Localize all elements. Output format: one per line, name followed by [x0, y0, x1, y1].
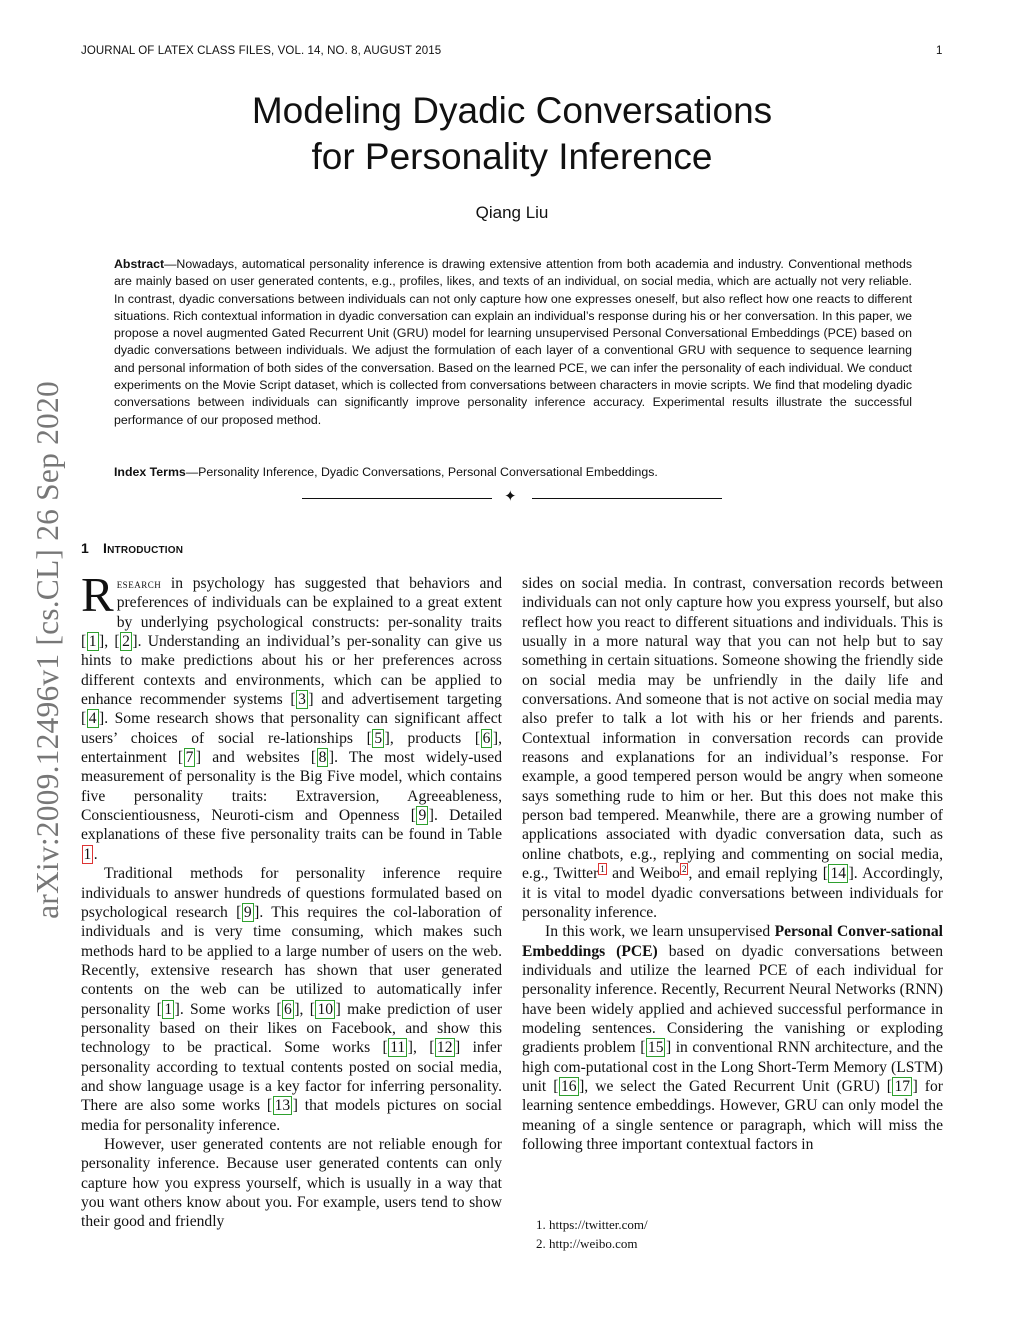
title-line-2: for Personality Inference: [311, 136, 713, 177]
text-run: ,: [104, 633, 115, 651]
text-run: ,: [299, 1000, 310, 1018]
index-terms-text: —Personality Inference, Dyadic Conversations, Personal Conversational Embeddings.: [185, 465, 658, 479]
citation-link[interactable]: 4: [88, 710, 97, 728]
text-run: However, user generated contents are not reliable enough for personality inference. Because user generated contents can only capture how you express yourself, which is usually in a way that you want others know about you. For example, users tend to show their good and friendly: [81, 1135, 502, 1231]
arxiv-stamp: [28, 355, 68, 945]
text-run: sides on social media. In contrast, conversation records between individuals can not only capture how you express yourself, but also reflect how you react to different situations and individuals. This is usually in a more natural way that you can not help but to say something in certain situations. Someone showing the friendly side on social media may be unfriendly in the daily life and conversations. And someone that is not active on social media may also prefer to talk a lot with his or her friends and parents. Contextual information in conversation records can provide reasons and explanations for an individual’s response. For example, a good tempered person would be angry when someone says something rude to him or her. But this does not make this person bad tempered. Meanwhile, there are a growing number of applications associated with dyadic conversation data, such as online chatbots, e.g., replying and commenting on social media, e.g., Twitter: [522, 575, 943, 883]
citation-link[interactable]: 6: [284, 1000, 292, 1018]
citation-link[interactable]: 9: [243, 903, 252, 921]
citation-link[interactable]: 15: [647, 1039, 664, 1057]
citation-link[interactable]: 2: [122, 633, 130, 651]
footnotes: [536, 1215, 648, 1253]
citation-link[interactable]: 13: [274, 1097, 291, 1115]
text-run: infer personality according to textual contents posted on social media, and show language usage is a key factor for inferring personality. There are also some works: [81, 1039, 503, 1115]
paragraph: sides on social media. In contrast, conversation records between individuals can not only capture how you express yourself, but also reflect how you react to different situations and individuals. This is usually in a more natural way that you can not help but to say something in certain situations. Someone showing the friendly side on social media may be unfriendly in the daily life and conversations. And someone that is not active on social media may also prefer to talk a lot with his or her friends and parents. Contextual information in conversation records can provide reasons and explanations for an individual’s response. For example, a good tempered person would be angry when someone says something rude to him or her. But this does not make this person bad tempered. Meanwhile, there are a growing number of applications associated with dyadic conversation data, such as online chatbots, e.g., replying and commenting on social media, e.g., Twitter $^1$ and Weibo $^2$ , and email replying [ 14 ]. Accordingly, it is vital to model dyadic conversations between individuals for personality inference.: [522, 575, 943, 921]
text-run: and websites: [201, 749, 311, 767]
footnote-marker[interactable]: 2: [681, 863, 687, 874]
citation-link[interactable]: 1: [88, 633, 97, 651]
smallcaps-word: esearch: [116, 576, 162, 591]
section-number: 1: [81, 540, 89, 556]
index-terms: [114, 464, 912, 481]
footnote-marker[interactable]: 1: [600, 863, 605, 874]
divider-line-left: [302, 498, 492, 499]
citation-link[interactable]: 10: [317, 1000, 334, 1018]
citation-link[interactable]: 11: [390, 1039, 406, 1057]
text-run: make prediction of user personality based on their likes on Facebook, and show this technology to be practical. Some works: [81, 1000, 503, 1057]
citation-link[interactable]: 6: [482, 729, 491, 747]
footnote: 1. https://twitter.com/: [536, 1217, 648, 1232]
citation-link[interactable]: 7: [185, 749, 194, 767]
abstract-label: Abstract: [114, 257, 165, 271]
right-column: [522, 574, 943, 1154]
divider-line-right: [532, 498, 722, 499]
footnote: 2. http://weibo.com: [536, 1236, 638, 1251]
citation-link[interactable]: 8: [318, 749, 327, 767]
paragraph: Research in psychology has suggested that behaviors and preferences of individuals can be explained to a great extent by underlying psychological constructs: per-sonality traits [ 1 ], [ 2 ]. Understanding an individual’s per-sonality can give us hints to make predictions about his or her preferences across different contexts and environments, which can be applied to enhance recommender systems [ 3 ] and advertisement targeting [ 4 ]. Some research shows that personality can significant affect users’ choices of social re-lationships [ 5 ], products [ 6 ], entertainment [ 7 ] and websites [ 8 ]. The most widely-used measurement of personality is the Big Five model, which contains five personality traits: Extraversion, Agreeableness, Conscientiousness, Neuroti-cism and Openness [ 9 ]. Detailed explanations of these five personality traits can be found in Table 1 .: [81, 567, 503, 863]
citation-link[interactable]: 5: [374, 729, 383, 747]
text-run: . Some works: [179, 1000, 277, 1018]
text-run: in conventional RNN architecture, and the high com-putational cost in the Long Short-Term Memory (LSTM) unit: [522, 1039, 943, 1095]
citation-link[interactable]: 3: [298, 691, 306, 709]
citation-link[interactable]: 1: [164, 1000, 173, 1018]
text-run: based on dyadic conversations between individuals and utilize the learned PCE of each individual for personality inference. Recently, Recurrent Neural Networks (RNN) have been widely applied and achieved successful performance in modeling sentences. Considering the vanishing or exploding gradients problem: [522, 942, 943, 1057]
left-column: [81, 567, 503, 1232]
text-run: , we select the Gated Recurrent Unit (GRU): [584, 1077, 887, 1095]
text-run: Traditional methods for personality inference require individuals to answer hundreds of questions formulated based on psychological research: [81, 865, 502, 921]
text-run: ,: [412, 1039, 430, 1057]
citation-link[interactable]: 14: [830, 865, 847, 883]
text-run: in psychology has suggested that behaviors and preferences of individuals can be explained to a great extent by underlying psychological constructs: per-sonality traits: [116, 575, 502, 631]
text-run: , entertainment: [81, 729, 502, 767]
diamond-icon: ✦: [504, 489, 517, 505]
citation-link[interactable]: 17: [894, 1077, 911, 1095]
citation-link[interactable]: 16: [560, 1077, 577, 1095]
text-run: , products: [389, 729, 475, 747]
author: Qiang Liu: [475, 203, 549, 222]
page-number: 1: [936, 45, 943, 57]
text-run: . Detailed explanations of these five personality traits can be found in Table: [81, 807, 502, 844]
text-run: , and email replying: [688, 865, 823, 883]
text-run: . This requires the col-laboration of individuals and is very time consuming, which makes such methods hard to be applied to a large number of users on the web. Recently, extensive research has shown that user generated contents on the web can be utilized to automatically infer personality: [81, 903, 502, 1018]
title-line-1: Modeling Dyadic Conversations: [251, 90, 773, 131]
running-header: JOURNAL OF LATEX CLASS FILES, VOL. 14, NO. 8, AUGUST 2015: [81, 45, 442, 57]
text-run: and advertisement targeting: [313, 691, 502, 709]
paragraph: Traditional methods for personality inference require individuals to answer hundreds of questions formulated based on psychological research [ 9 ]. This requires the col-laboration of individuals and is very time consuming, which makes such methods hard to be applied to a large number of users on the web. Recently, extensive research has shown that user generated contents on the web can be utilized to automatically infer personality [ 1 ]. Some works [ 6 ], [ 10 ] make prediction of user personality based on their likes on Facebook, and show this technology to be practical. Some works [ 11 ], [ 12 ] infer personality according to textual contents posted on social media, and show language usage is a key factor for inferring personality. There are also some works [ 13 ] that models pictures on social media for personality inference.: [81, 865, 503, 1134]
citation-link[interactable]: 12: [436, 1039, 453, 1057]
paragraph: [81, 1135, 502, 1232]
text-run: that models pictures on social media for personality inference.: [81, 1097, 502, 1134]
index-terms-label: Index Terms: [114, 465, 186, 479]
table-ref-link[interactable]: 1: [83, 845, 92, 863]
paragraph: In this work, we learn unsupervised Personal Conver-sational Embeddings (PCE) based on dyadic conversations between individuals and utilize the learned PCE of each individual for personality inference. Recently, Recurrent Neural Networks (RNN) have been widely applied and achieved successful performance in modeling sentences. Considering the vanishing or exploding gradients problem [ 15 ] in conventional RNN architecture, and the high com-putational cost in the Long Short-Term Memory (LSTM) unit [ 16 ], we select the Gated Recurrent Unit (GRU) [ 17 ] for learning sentence embeddings. However, GRU can only model the meaning of a single sentence or paragraph, which will miss the following three important contextual factors in: [522, 923, 943, 1153]
section-divider: [302, 490, 722, 510]
text-run: . Some research shows that personality can significant affect users’ choices of social re-lationships: [81, 710, 502, 747]
abstract: [114, 256, 912, 429]
text-run: for learning sentence embeddings. However, GRU can only model the meaning of a single sentence or paragraph, which will miss the following three important contextual factors in: [522, 1077, 943, 1153]
paper-title: [112, 88, 912, 180]
text-run: .: [93, 845, 98, 863]
section-title: Introduction: [103, 540, 184, 556]
dropcap: R: [81, 567, 114, 622]
text-run: . Understanding an individual’s per-sonality can give us hints to make predictions about his or her preferences across different contexts and environments, which can be applied to enhance recommender systems: [81, 633, 503, 709]
text-run: and Weibo: [606, 865, 680, 883]
bold-term: Personal Conver-sational Embeddings (PCE): [522, 923, 943, 960]
text-run: In this work, we learn unsupervised: [545, 923, 775, 941]
abstract-text: —Nowadays, automatical personality inference is drawing extensive attention from both academia and industry. Conventional methods are mainly based on user generated contents, e.g., profiles, likes, and texts of an individual, on social media, which are actually not very reliable. In contrast, dyadic conversations between individuals can not only capture how one expresses oneself, but also reflect how one reacts to different situations. Rich contextual information in dyadic conversation can explain an individual’s response during his or her conversation. In this paper, we propose a novel augmented Gated Recurrent Unit (GRU) model for learning unsupervised Personal Conversational Embeddings (PCE) based on dyadic conversations between individuals. We adjust the formulation of each layer of a conventional GRU with sequence to sequence learning and personal information of both sides of the conversation. Based on the learned PCE, we can infer the personality of each individual. We conduct experiments on the Movie Script dataset, which is collected from conversations between characters in movie scripts. We find that modeling dyadic conversations between individuals can significantly improve personality inference accuracy. Experimental results illustrate the successful performance of our proposed method.: [114, 257, 912, 427]
arxiv-stamp-text: arXiv:2009.12496v1 [cs.CL] 26 Sep 2020: [30, 381, 65, 919]
text-run: . The most widely-used measurement of personality is the Big Five model, which contains five personality traits: Extraversion, Agreeableness, Conscientiousness, Neuroti-cism and Openness: [81, 749, 502, 825]
section-heading: [81, 540, 183, 556]
text-run: . Accordingly, it is vital to model dyadic conversations between individuals for personality inference.: [522, 865, 943, 921]
citation-link[interactable]: 9: [418, 807, 427, 825]
